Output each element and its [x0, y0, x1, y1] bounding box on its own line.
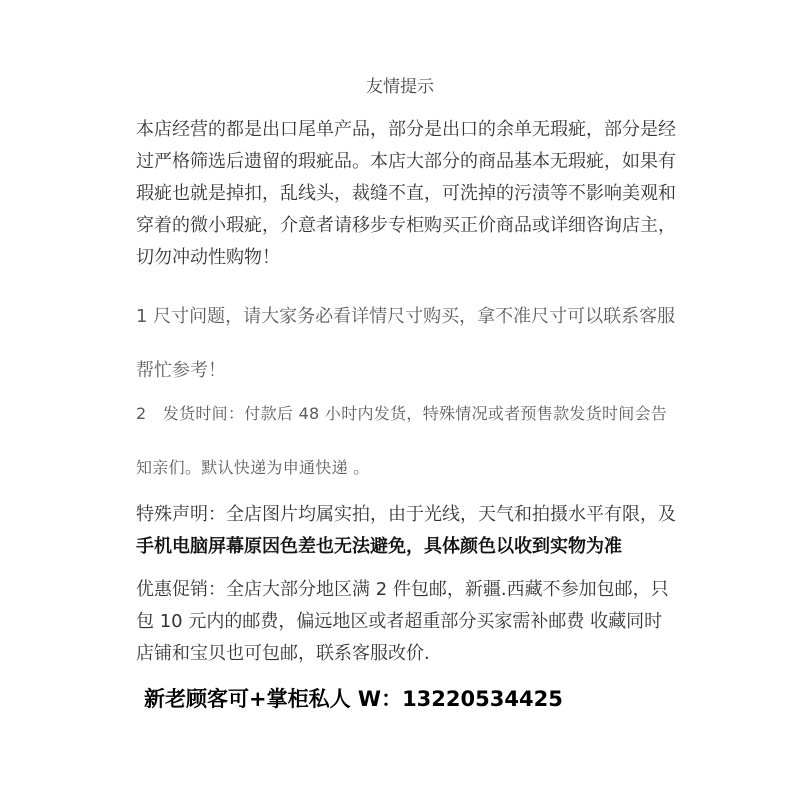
notice-title: 友情提示 — [366, 77, 434, 97]
intro-paragraph: 本店经营的都是出口尾单产品，部分是出口的余单无瑕疵，部分是经过严格筛选后遗留的瑕疵品。本店大部分的商品基本无瑕疵，如果有瑕疵也就是掉扣，乱线头，裁缝不直，可洗掉的污渍等不影响美观和穿着的微小瑕疵，介意者请移步专柜购买正价商品或详细咨询店主，切勿冲动性购物！ — [136, 119, 676, 268]
special-statement-lead: 特殊声明：全店图片均属实拍，由于光线，天气和拍摄水平有限，及 — [136, 504, 676, 525]
contact-line: 新老顾客可+掌柜私人 W：13220534425 — [144, 687, 563, 711]
special-statement-emphasis: 手机电脑屏幕原因色差也无法避免，具体颜色以收到实物为准 — [136, 536, 622, 557]
special-statement — [136, 499, 676, 563]
size-note: 1 尺寸问题，请大家务必看详情尺寸购买，拿不准尺寸可以联系客服帮忙参考！ — [136, 306, 676, 381]
shipping-note: 2 发货时间：付款后 48 小时内发货，特殊情况或者预售款发货时间会告知亲们。默认快递为申通快递 。 — [136, 404, 668, 477]
promotion-note: 优惠促销：全店大部分地区满 2 件包邮，新疆.西藏不参加包邮，只包 10 元内的邮费，偏远地区或者超重部分买家需补邮费 收藏同时店铺和宝贝也可包邮，联系客服改价. — [136, 579, 669, 664]
